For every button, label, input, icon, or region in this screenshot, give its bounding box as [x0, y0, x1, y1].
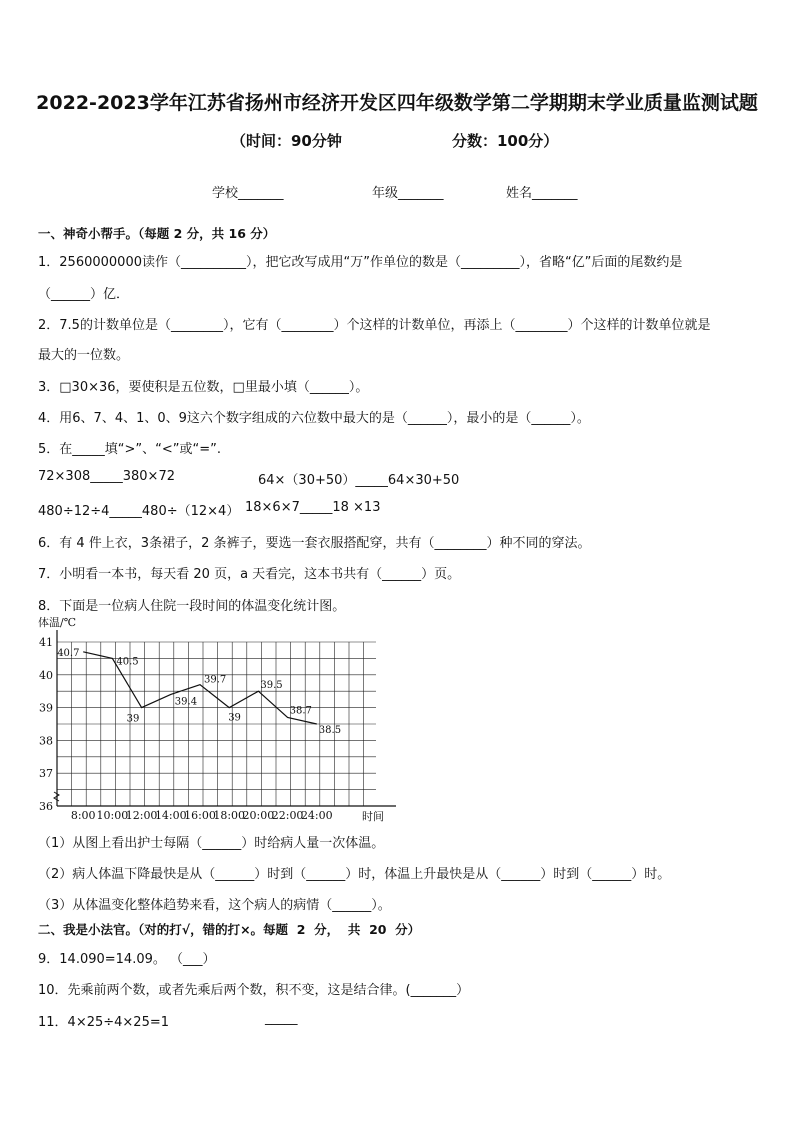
- data-label: 39: [228, 712, 241, 724]
- x-tick-label: 12:00: [125, 809, 158, 822]
- y-tick-label: 36: [39, 800, 53, 813]
- question-4: 4．用6、7、4、1、0、9这六个数字组成的六位数中最大的是（______），最小的是（______）。: [38, 411, 590, 426]
- y-tick-label: 39: [39, 701, 53, 715]
- question-5-b: 64×（30+50）_____64×30+50: [258, 473, 460, 488]
- question-2-line-2: 最大的一位数。: [38, 348, 130, 363]
- y-tick-label: 40: [39, 668, 53, 682]
- data-label: 40.7: [57, 647, 80, 659]
- page-title: 2022-2023学年江苏省扬州市经济开发区四年级数学第二学期期末学业质量监测试题: [36, 92, 758, 114]
- data-label: 39: [126, 713, 140, 725]
- question-11: 11．4×25÷4×25=1: [38, 1015, 170, 1030]
- chart-yticks: [39, 636, 53, 813]
- question-8-line-1: 8．下面是一位病人住院一段时间的体温变化统计图。: [38, 599, 346, 614]
- question-5-a: 72×308_____380×72: [38, 469, 175, 484]
- x-tick-label: 8:00: [70, 809, 96, 822]
- data-label: 39.7: [204, 674, 227, 686]
- section-heading-1: 一、神奇小帮手。（每题 2 分，共 16 分）: [38, 226, 276, 241]
- x-tick-label: 14:00: [154, 809, 187, 822]
- chart-ylabel: 体温/℃: [38, 616, 77, 629]
- question-9: 9．14.090=14.09。 （___）: [38, 952, 216, 967]
- question-5-line-1: 5．在_____填“>”、“<”或“=”.: [38, 442, 221, 457]
- y-tick-label: 41: [39, 636, 53, 649]
- x-tick-label: 20:00: [242, 809, 275, 822]
- question-2-line-1: 2．7.5的计数单位是（________），它有（________）个这样的计数单位，再添上（________）个这样的计数单位就是: [38, 318, 711, 333]
- y-tick-label: 38: [39, 734, 53, 748]
- data-label: 39.5: [260, 680, 283, 692]
- chart-grid: [57, 642, 376, 806]
- school-field[interactable]: 学校_______: [212, 186, 284, 201]
- question-1-line-2: （______）亿．: [38, 287, 130, 302]
- chart-data-labels: [57, 648, 341, 736]
- question-11-answer-blank[interactable]: _____: [265, 1011, 298, 1026]
- name-field[interactable]: 姓名_______: [506, 186, 578, 201]
- data-label: 40.5: [116, 656, 139, 668]
- chart-xlabel: 时间: [362, 810, 384, 823]
- exam-time: （时间：90分钟: [231, 132, 342, 150]
- x-tick-label: 22:00: [271, 809, 304, 822]
- x-tick-label: 24:00: [300, 809, 333, 822]
- question-3: 3．□30×36，要使积是五位数，□里最小填（______）。: [38, 380, 369, 395]
- axis-break-mark: [54, 792, 59, 801]
- section-heading-2: 二、我是小法官。（对的打√，错的打×。每题 2 分， 共 20 分）: [38, 922, 421, 937]
- chart-xticks: [71, 809, 333, 822]
- question-5-d: 18×6×7_____18 ×13: [245, 500, 381, 515]
- y-tick-label: 37: [39, 767, 53, 781]
- x-tick-label: 16:00: [184, 809, 216, 822]
- data-label: 38.5: [318, 725, 342, 736]
- question-1-line-1: 1．2560000000读作（__________），把它改写成用“万”作单位的数是（_________），省略“亿”后面的尾数约是: [38, 255, 683, 270]
- grade-field[interactable]: 年级_______: [372, 186, 444, 201]
- question-8-sub-1: （1）从图上看出护士每隔（______）时给病人量一次体温。: [38, 836, 385, 851]
- exam-score: 分数：100分）: [452, 132, 559, 150]
- question-5-c: 480÷12÷4_____480÷（12×4）: [38, 504, 240, 519]
- question-6: 6．有 4 件上衣，3条裙子，2 条裤子，要选一套衣服搭配穿，共有（________）种不同的穿法。: [38, 536, 591, 551]
- question-8-sub-2: （2）病人体温下降最快是从（______）时到（______）时，体温上升最快是从（______）时到（______）时。: [38, 867, 671, 882]
- x-tick-label: 18:00: [213, 809, 246, 822]
- question-8-sub-3: （3）从体温变化整体趋势来看，这个病人的病情（______）。: [38, 898, 391, 913]
- x-tick-label: 10:00: [96, 809, 129, 822]
- question-7: 7．小明看一本书，每天看 20 页，a 天看完，这本书共有（______）页。: [38, 567, 461, 582]
- data-label: 39.4: [174, 696, 198, 708]
- data-label: 38.7: [289, 705, 312, 717]
- question-10: 10．先乘前两个数，或者先乘后两个数，积不变，这是结合律。(_______）: [38, 983, 470, 998]
- temperature-line-chart: [30, 612, 410, 824]
